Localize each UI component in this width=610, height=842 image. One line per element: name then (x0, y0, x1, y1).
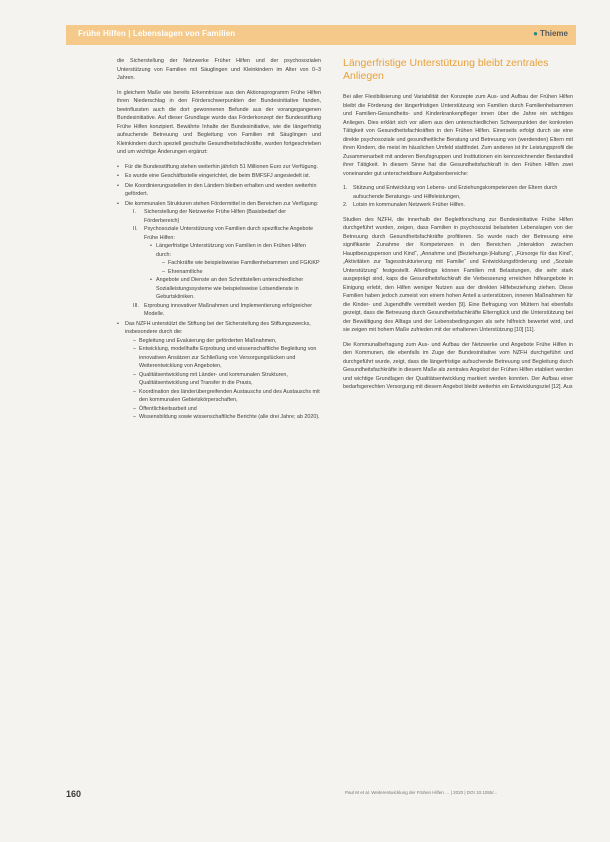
left-column (117, 57, 321, 426)
task-text: Stützung und Entwicklung von Lebens- und Erziehungskompetenzen der Eltern durch aufsuchende Beratungs- und Hilfeleistungen, (353, 185, 558, 200)
header-bar (66, 25, 576, 45)
left-paragraph-2: In gleichem Maße wie bereits Erkenntnisse aus den Aktionsprogramm Frühe Hilfen ihren Niederschlag in den Förderschwerpunkten der Bundesinitiative fanden, beeinflussten auch die dort gewonnenen Befunde aus der vorangegangenen Bundesinitiative. Auf dieser Grundlage wurde das Förderkonzept der Bundesstiftung Frühe Hilfen konzipiert. Bewährte Inhalte der Bundesinitiative, wie die längerfristig aufsuchende Betreuung und Begleitung von Familien mit Säuglingen und Kleinkindern durch speziell geschulte Gesundheitsfachkräfte, wurden fortgeschrieben und um wichtige Änderungen ergänzt: (117, 89, 321, 155)
right-paragraph-2: Studien des NZFH, die innerhalb der Begleitforschung zur Bundesinitiative Frühe Hilfen durchgeführt wurden, zeigen, dass Familien in psychosozial belasteten Lebenslagen von der Betreuung durch Gesundheitsfachkräfte profitieren. So wurde nach der Betreuung eine signifikante Zunahme der Kompetenzen in den Bereichen „Interaktion zwischen Hauptbezugsperson und Kind“, „Annahme und (Beziehungs-)Haltung“, „Fürsorge für das Kind“, „Aktivitäten zur Tagesstrukturierung mit Familie“ und Entwicklungsförderung und „Soziale Unterstützung“ festgestellt. Allerdings können Familien mit Belastungen, die sehr stark ausgeprägt sind, kaps die Gesundheitsfachkraft die Verbesserung erreichen hilfeangebote in Einigung erlebt, den Hilfen weniger Nutzen aus der direkten Hilfebeziehung ziehen. Diese Familien haben jedoch zumeist von einem hohen Anteil a unterstützen, inneren Maßnahmen für die Kinder- und Jugendhilfe vermittelt werden [9]. Eine Befragung von Müttern hat ebenfalls gezeigt, dass die Betreuung durch Gesundheitsfachkräfte Elternglück und die Unterstützung bei der Bewältigung des Alltags und der Lebensbedingungen als sehr hilfreich bewertet wird, und sie zeigen mit hohem Maße zufrieden mit der erhaltenen Unterstützung [10] [11]. (343, 216, 573, 333)
right-column (343, 57, 573, 398)
bullet-item-text: Die kommunalen Strukturen stehen Fördermittel in den Bereichen zur Verfügung: (125, 200, 319, 207)
sub-item (150, 242, 321, 276)
page-number: 160 (66, 789, 82, 799)
list-number: III. (133, 302, 139, 309)
dash-item: – Ehrenamtliche (162, 268, 321, 277)
dash-item: – Fachkräfte wie beispielsweise Familienhebammen und FGKiKP (162, 259, 321, 268)
task-list (343, 184, 573, 210)
thieme-logo-icon: ● (533, 29, 538, 38)
publisher-brand (533, 29, 568, 38)
dash-list (156, 259, 321, 276)
bullet-item: • Die Koordinierungsstellen in den Ländern bleiben erhalten und werden weiterhin gefördert. (117, 182, 321, 199)
bullet-item-text: Das NZFH unterstützt die Stiftung bei der Sicherstellung des Stiftungszwecks, insbesondere durch die: (125, 320, 311, 335)
section-heading: Längerfristige Unterstützung bleibt zentrales Anliegen (343, 57, 549, 82)
list-number: II. (133, 226, 138, 232)
task-item (343, 201, 573, 210)
bullet-item: • Es wurde eine Geschäftsstelle eingerichtet, die beim BMFSFJ angesiedelt ist. (117, 172, 321, 181)
section-title: Frühe Hilfen | Lebenslagen von Familien (78, 29, 236, 38)
bullet-list (117, 163, 321, 422)
funding-area-item (133, 302, 321, 319)
task-item (343, 184, 573, 201)
funding-area-item (133, 225, 321, 302)
list-number: 2. (343, 202, 348, 208)
bullet-item-funding (117, 200, 321, 319)
right-paragraph-1: Bei aller Flexibilisierung und Variabilität der Konzepte zum Aus- und Aufbau der Frühen Hilfen bleibt die Förderung der längerfristigen Unterstützung von Familien durch Familienhebammen und Familien-Gesundheits- und Kinderkrankenpfleger innen über die Jahre ein wichtiges Anliegen. Dies erklärt sich vor allem aus den unterschiedlichen Schwerpunkten der konkreten Tätigkeit von Gesundheitsfachkräften in den Frühen Hilfen. Einerseits erfolgt durch sie eine direkte psychosoziale und gesundheitliche Beratung und Betreuung von (werdenden) Eltern mit ihren Kindern, die meist im häuslichen Umfeld stattfindet. Zum anderen ist ihr Leistungsprofil die Zusammenarbeit mit anderen Berufsgruppen und Institutionen ein kennzeichnender Bestandteil ihrer Tätigkeit. In diesem Sinne hat die Gesundheitsfachkraft in den Frühen Hilfen zwei voneinander gut unterscheidbare Aufgabenbereiche: (343, 94, 573, 177)
list-number: I. (133, 209, 136, 215)
bullet-item: • Für die Bundesstiftung stehen weiterhin jährlich 51 Millionen Euro zur Verfügung. (117, 163, 321, 172)
nzfh-task-item: – Qualitätsentwicklung mit Länder- und kommunalen Strukturen, Qualitätsentwicklung und Transfer in die Praxis, (133, 371, 321, 388)
nzfh-task-list (125, 337, 321, 422)
nzfh-task-item: – Begleitung und Evaluierung der geförderten Maßnahmen, (133, 337, 321, 346)
funding-area-item (133, 208, 321, 225)
sub-item-text: Längerfristige Unterstützung von Familien in den Frühen Hilfen durch: (156, 243, 306, 258)
funding-area-text: Erprobung innovativer Maßnahmen und Implementierung erfolgreicher Modelle. (144, 302, 313, 317)
footer-citation: Paul M et al. Weiterentwicklung der Frühen Hilfen … | 2020 | DOI 10.1055/... (345, 790, 498, 795)
nzfh-task-item: – Koordination des länderübergreifenden Austauschs und des Austauschs mit den kommunalen Gebietskörperschaften, (133, 388, 321, 405)
funding-area-text: Psychosoziale Unterstützung von Familien durch spezifische Angebote Frühe Hilfen: (144, 226, 313, 241)
nzfh-task-item: – Öffentlichkeitsarbeit und (133, 405, 321, 414)
task-text: Lotsin im kommunalen Netzwerk Früher Hilfen. (353, 202, 466, 208)
nzfh-task-item: – Entwicklung, modellhafte Erprobung und wissenschaftliche Begleitung von innovativen Ansätzen zur Schließung von Versorgungslücken und Weiterentwicklung von Angeboten, (133, 345, 321, 371)
sub-list (144, 242, 321, 302)
nzfh-task-item: – Wissensbildung sowie wissenschaftliche Berichte (alle drei Jahre; ab 2020). (133, 413, 321, 422)
bullet-item-nzfh (117, 320, 321, 422)
sub-item: • Angebote und Dienste an den Schnittstellen unterschiedlicher Sozialleistungssysteme wie beispielsweise Lotsendienste in Geburtskliniken. (150, 276, 321, 302)
left-intro-paragraph: die Sicherstellung der Netzwerke Früher Hilfen und der psychosozialen Unterstützung von Familien mit Säuglingen und Kleinkindern im Alter von 0–3 Jahren. (117, 58, 321, 81)
funding-area-list (125, 208, 321, 319)
funding-area-text: Sicherstellung der Netzwerke Frühe Hilfen (Basisbedarf der Förderbereich) (144, 209, 287, 224)
brand-name: Thieme (539, 29, 568, 38)
right-paragraph-3: Die Kommunalbefragung zum Aus- und Aufbau der Netzwerke und Angebote Frühe Hilfen in den Kommunen, die ebenfalls im Zuge der Bundesinitiative vom NZFH durchgeführt und durchgeführt wurde, zeigt, dass die längerfristige aufsuchende Betreuung und Begleitung durch Gesundheitsfachkräfte in diesem Maße als zentrales Angebot der Frühen Hilfen etabliert werden und wichtige Grundlagen der Qualitätsentwicklung markiert werden konnten. Der Aufbau einer bedarfsgerechten Versorgung mit diesem Angebot bleibt weiterhin ein Entwicklungsziel [12]. Aus (343, 341, 573, 390)
list-number: 1. (343, 185, 348, 191)
